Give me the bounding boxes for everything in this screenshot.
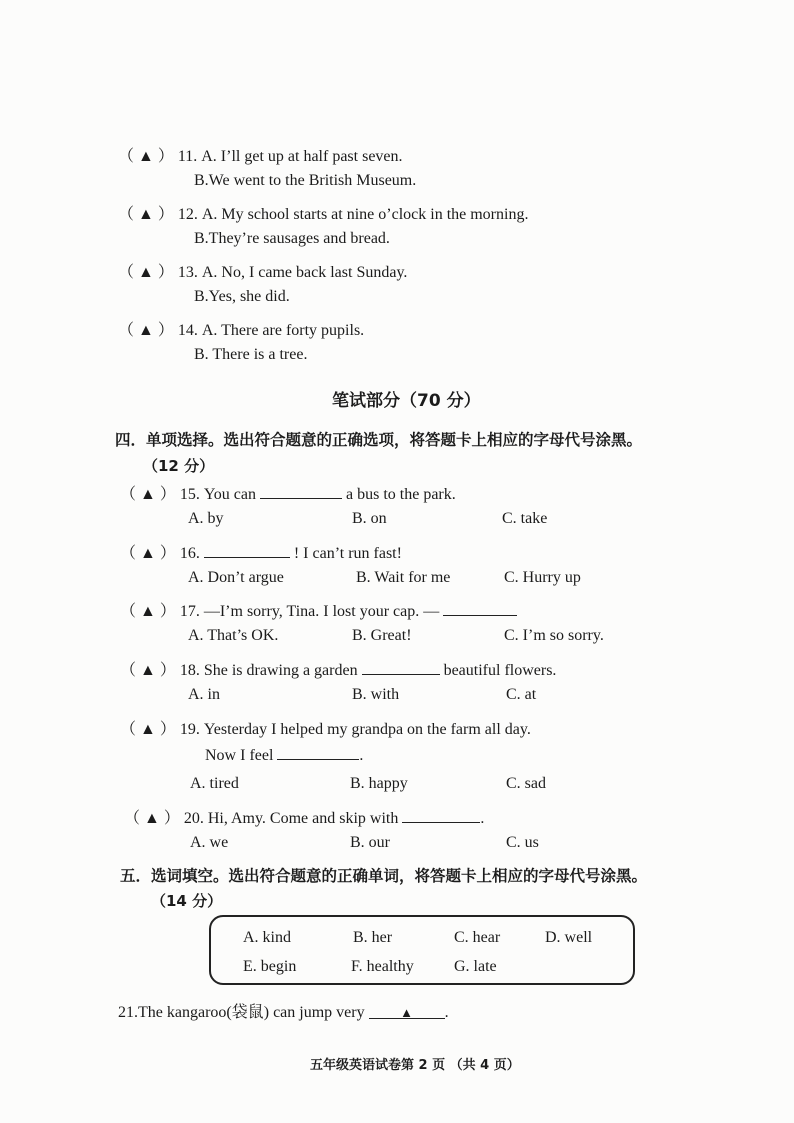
question-number: 12. bbox=[177, 206, 198, 223]
answer-mark: （ ▲ ） bbox=[120, 603, 176, 620]
q20-option-a: A. we bbox=[190, 834, 229, 851]
question-11 bbox=[118, 143, 403, 166]
q17-option-b: B. Great! bbox=[352, 627, 412, 644]
question-16 bbox=[120, 540, 402, 563]
answer-blank bbox=[277, 745, 359, 760]
q20-option-b: B. our bbox=[350, 834, 390, 851]
question-stem-end: a bus to the park. bbox=[346, 486, 456, 503]
question-stem-end: . bbox=[444, 1004, 449, 1021]
question-12 bbox=[118, 201, 528, 224]
question-stem: 19. Yesterday I helped my grandpa on the farm all day. bbox=[179, 721, 531, 738]
word-option: A. kind bbox=[243, 929, 291, 946]
word-option: F. healthy bbox=[351, 958, 414, 975]
answer-blank bbox=[443, 601, 517, 616]
section-4-title: 四．单项选择。选出符合题意的正确选项，将答题卡上相应的字母代号涂黑。 bbox=[115, 431, 643, 449]
question-13 bbox=[118, 259, 407, 282]
q15-option-a: A. by bbox=[188, 510, 224, 527]
question-stem: 20. Hi, Amy. Come and skip with bbox=[183, 810, 399, 827]
word-option: E. begin bbox=[243, 958, 297, 975]
question-stem: 18. She is drawing a garden bbox=[179, 662, 358, 679]
answer-blank bbox=[369, 1004, 445, 1019]
question-stem-end: beautiful flowers. bbox=[443, 662, 557, 679]
option-a: A. I’ll get up at half past seven. bbox=[201, 148, 403, 165]
question-12-option-b: B.They’re sausages and bread. bbox=[194, 230, 390, 247]
option-a: A. My school starts at nine o’clock in the morning. bbox=[201, 206, 529, 223]
option-a: A. No, I came back last Sunday. bbox=[201, 264, 408, 281]
q16-option-c: C. Hurry up bbox=[504, 569, 581, 586]
page-footer: 五年级英语试卷第 2 页 （共 4 页） bbox=[310, 1058, 520, 1073]
question-13-option-b: B.Yes, she did. bbox=[194, 288, 290, 305]
word-option: G. late bbox=[454, 958, 497, 975]
answer-blank bbox=[204, 543, 290, 558]
question-stem: 21.The kangaroo(袋鼠) can jump very bbox=[118, 1004, 365, 1021]
q19-option-b: B. happy bbox=[350, 775, 408, 792]
section-4-score: （12 分） bbox=[143, 457, 215, 475]
option-a: A. There are forty pupils. bbox=[201, 322, 365, 339]
q15-option-b: B. on bbox=[352, 510, 387, 527]
written-section-title: 笔试部分（70 分） bbox=[332, 391, 481, 411]
question-19 bbox=[120, 716, 531, 739]
word-option: B. her bbox=[353, 929, 393, 946]
word-bank bbox=[209, 915, 635, 985]
question-stem-end: ! I can’t run fast! bbox=[293, 545, 402, 562]
question-stem: 17. —I’m sorry, Tina. I lost your cap. — bbox=[179, 603, 440, 620]
question-14-option-b: B. There is a tree. bbox=[194, 346, 308, 363]
q18-option-b: B. with bbox=[352, 686, 400, 703]
q16-option-a: A. Don’t argue bbox=[188, 569, 284, 586]
question-14 bbox=[118, 317, 364, 340]
question-stem: Now I feel bbox=[205, 747, 274, 764]
answer-mark: （ ▲ ） bbox=[120, 662, 176, 679]
answer-mark: （ ▲ ） bbox=[120, 486, 176, 503]
answer-mark: ▲ bbox=[400, 1005, 414, 1020]
answer-mark: （ ▲ ） bbox=[118, 264, 174, 281]
question-stem-end: . bbox=[480, 810, 485, 827]
question-stem: 16. bbox=[179, 545, 200, 562]
q20-option-c: C. us bbox=[506, 834, 539, 851]
question-19-line-2 bbox=[205, 745, 363, 765]
q16-option-b: B. Wait for me bbox=[356, 569, 451, 586]
answer-mark: （ ▲ ） bbox=[118, 322, 174, 339]
word-option: D. well bbox=[545, 929, 593, 946]
answer-blank bbox=[260, 484, 342, 499]
question-15 bbox=[120, 481, 456, 504]
section-5-title: 五．选词填空。选出符合题意的正确单词，将答题卡上相应的字母代号涂黑。 bbox=[120, 867, 648, 885]
question-stem: 15. You can bbox=[179, 486, 256, 503]
answer-mark: （ ▲ ） bbox=[118, 206, 174, 223]
answer-mark: （ ▲ ） bbox=[124, 810, 180, 827]
question-20 bbox=[124, 805, 484, 828]
q17-option-a: A. That’s OK. bbox=[188, 627, 279, 644]
q18-option-a: A. in bbox=[188, 686, 220, 703]
answer-mark: （ ▲ ） bbox=[118, 148, 174, 165]
answer-blank bbox=[362, 660, 440, 675]
word-option: C. hear bbox=[454, 929, 501, 946]
question-18 bbox=[120, 657, 556, 680]
answer-mark: （ ▲ ） bbox=[120, 545, 176, 562]
question-21 bbox=[118, 999, 449, 1022]
question-11-option-b: B.We went to the British Museum. bbox=[194, 172, 417, 189]
answer-blank bbox=[402, 808, 480, 823]
section-5-score: （14 分） bbox=[151, 892, 223, 910]
question-stem-end: . bbox=[359, 747, 364, 764]
q19-option-c: C. sad bbox=[506, 775, 546, 792]
q17-option-c: C. I’m so sorry. bbox=[504, 627, 604, 644]
question-17 bbox=[120, 598, 517, 621]
question-number: 13. bbox=[177, 264, 198, 281]
answer-mark: （ ▲ ） bbox=[120, 721, 176, 738]
question-number: 11. bbox=[177, 148, 198, 165]
q19-option-a: A. tired bbox=[190, 775, 239, 792]
question-number: 14. bbox=[177, 322, 198, 339]
q18-option-c: C. at bbox=[506, 686, 537, 703]
q15-option-c: C. take bbox=[502, 510, 548, 527]
